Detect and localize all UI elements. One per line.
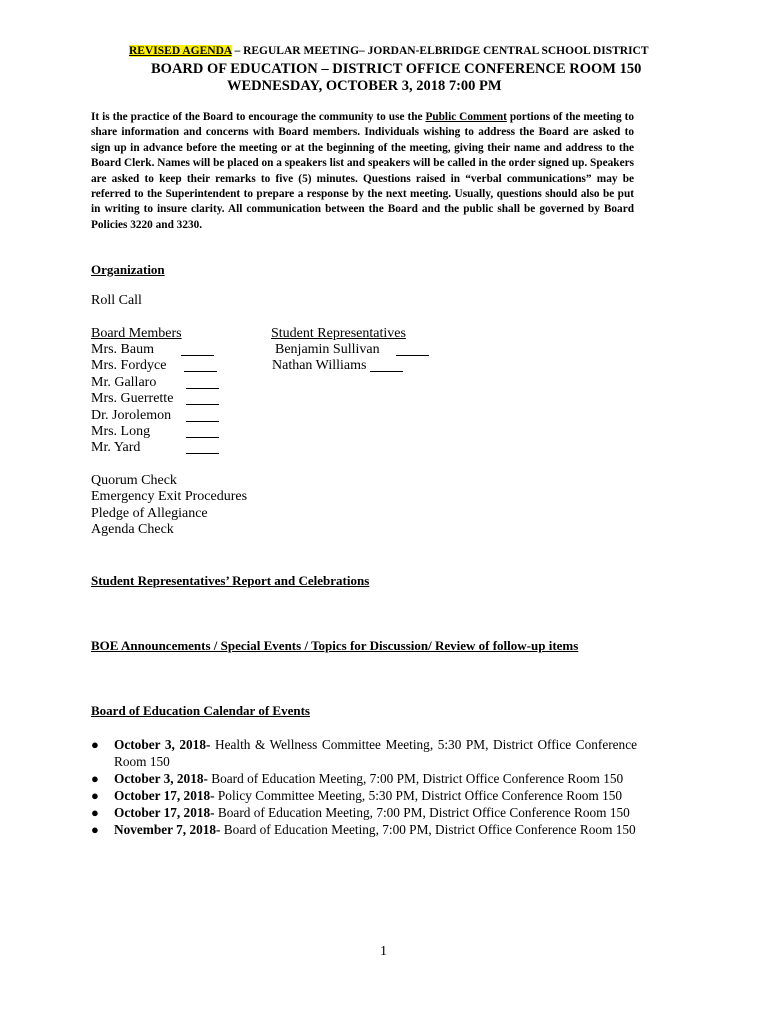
calendar-item xyxy=(91,821,637,838)
event-text: Health & Wellness Committee Meeting, 5:30 PM, District Office Conference Room 150 xyxy=(114,737,637,769)
board-member-name: Mr. Gallaro xyxy=(91,375,157,390)
public-comment-link: Public Comment xyxy=(425,111,507,123)
header-line-3: WEDNESDAY, OCTOBER 3, 2018 7:00 PM xyxy=(227,78,502,94)
student-rep-name: Benjamin Sullivan xyxy=(275,342,380,357)
student-reps-heading: Student Representatives xyxy=(271,326,406,341)
intro-paragraph xyxy=(91,110,634,233)
header-line-2: BOARD OF EDUCATION – DISTRICT OFFICE CONFERENCE ROOM 150 xyxy=(151,61,642,77)
board-member-name: Dr. Jorolemon xyxy=(91,408,172,423)
event-text: Board of Education Meeting, 7:00 PM, District Office Conference Room 150 xyxy=(220,822,636,837)
event-date: October 17, 2018- xyxy=(114,805,215,820)
attendance-blank xyxy=(186,441,219,454)
board-member-name: Mrs. Fordyce xyxy=(91,358,167,373)
attendance-blank xyxy=(184,359,217,372)
attendance-blank xyxy=(370,359,403,372)
event-text: Board of Education Meeting, 7:00 PM, District Office Conference Room 150 xyxy=(214,805,630,820)
bullet-icon: ● xyxy=(91,805,99,820)
bullet-icon: ● xyxy=(91,771,99,786)
attendance-blank xyxy=(186,376,219,389)
roll-call: Roll Call xyxy=(91,293,142,308)
event-date: October 3, 2018- xyxy=(114,737,211,752)
boe-announcements-heading: BOE Announcements / Special Events / Topics for Discussion/ Review of follow-up items xyxy=(91,638,579,653)
header-line-1 xyxy=(129,45,649,57)
agenda-check-item: Emergency Exit Procedures xyxy=(91,489,248,504)
student-rep-name: Nathan Williams xyxy=(272,358,367,373)
attendance-blank xyxy=(181,343,214,356)
board-member-name: Mrs. Guerrette xyxy=(91,391,174,406)
board-members-heading: Board Members xyxy=(91,326,182,341)
revised-agenda-highlight: REVISED AGENDA xyxy=(129,45,232,57)
organization-heading: Organization xyxy=(91,262,165,277)
calendar-list xyxy=(91,736,637,838)
event-date: November 7, 2018- xyxy=(114,822,221,837)
attendance-blank xyxy=(186,409,219,422)
header-line-1-rest: – REGULAR MEETING– JORDAN-ELBRIDGE CENTRAL SCHOOL DISTRICT xyxy=(231,45,649,57)
event-date: October 17, 2018- xyxy=(114,788,215,803)
agenda-check-item: Quorum Check xyxy=(91,473,177,488)
intro-text-rest: portions of the meeting to share information and concerns with Board members. Individuals wishing to address the Board are asked to sign up in advance before the meeting or at the beginning of the meeting, giving their name and address to the Board Clerk. Names will be placed on a speakers list and speakers will be called in the order signed up. Speakers are asked to keep their remarks to five (5) minutes. Questions raised in “verbal communications” may be referred to the Superintendent to prepare a response by the next meeting. Usually, questions should also be put in writing to insure clarity. All communication between the Board and the public shall be governed by Board Policies 3220 and 3230. xyxy=(91,111,634,231)
calendar-item xyxy=(91,770,637,787)
calendar-item xyxy=(91,736,637,770)
intro-text-start: It is the practice of the Board to encourage the community to use the xyxy=(91,111,426,123)
student-report-heading: Student Representatives’ Report and Celebrations xyxy=(91,573,370,588)
agenda-check-item: Pledge of Allegiance xyxy=(91,506,208,521)
bullet-icon: ● xyxy=(91,737,99,752)
event-text: Policy Committee Meeting, 5:30 PM, District Office Conference Room 150 xyxy=(214,788,623,803)
board-member-name: Mrs. Long xyxy=(91,424,151,439)
event-text: Board of Education Meeting, 7:00 PM, District Office Conference Room 150 xyxy=(207,771,624,786)
calendar-item xyxy=(91,787,637,804)
attendance-blank xyxy=(186,392,219,405)
attendance-blank xyxy=(396,343,429,356)
bullet-icon: ● xyxy=(91,788,99,803)
board-member-name: Mr. Yard xyxy=(91,440,141,455)
attendance-blank xyxy=(186,425,219,438)
bullet-icon: ● xyxy=(91,822,99,837)
agenda-check-item: Agenda Check xyxy=(91,522,174,537)
calendar-heading: Board of Education Calendar of Events xyxy=(91,703,310,718)
calendar-item xyxy=(91,804,637,821)
page-number: 1 xyxy=(380,944,387,959)
event-date: October 3, 2018- xyxy=(114,771,208,786)
board-member-name: Mrs. Baum xyxy=(91,342,154,357)
